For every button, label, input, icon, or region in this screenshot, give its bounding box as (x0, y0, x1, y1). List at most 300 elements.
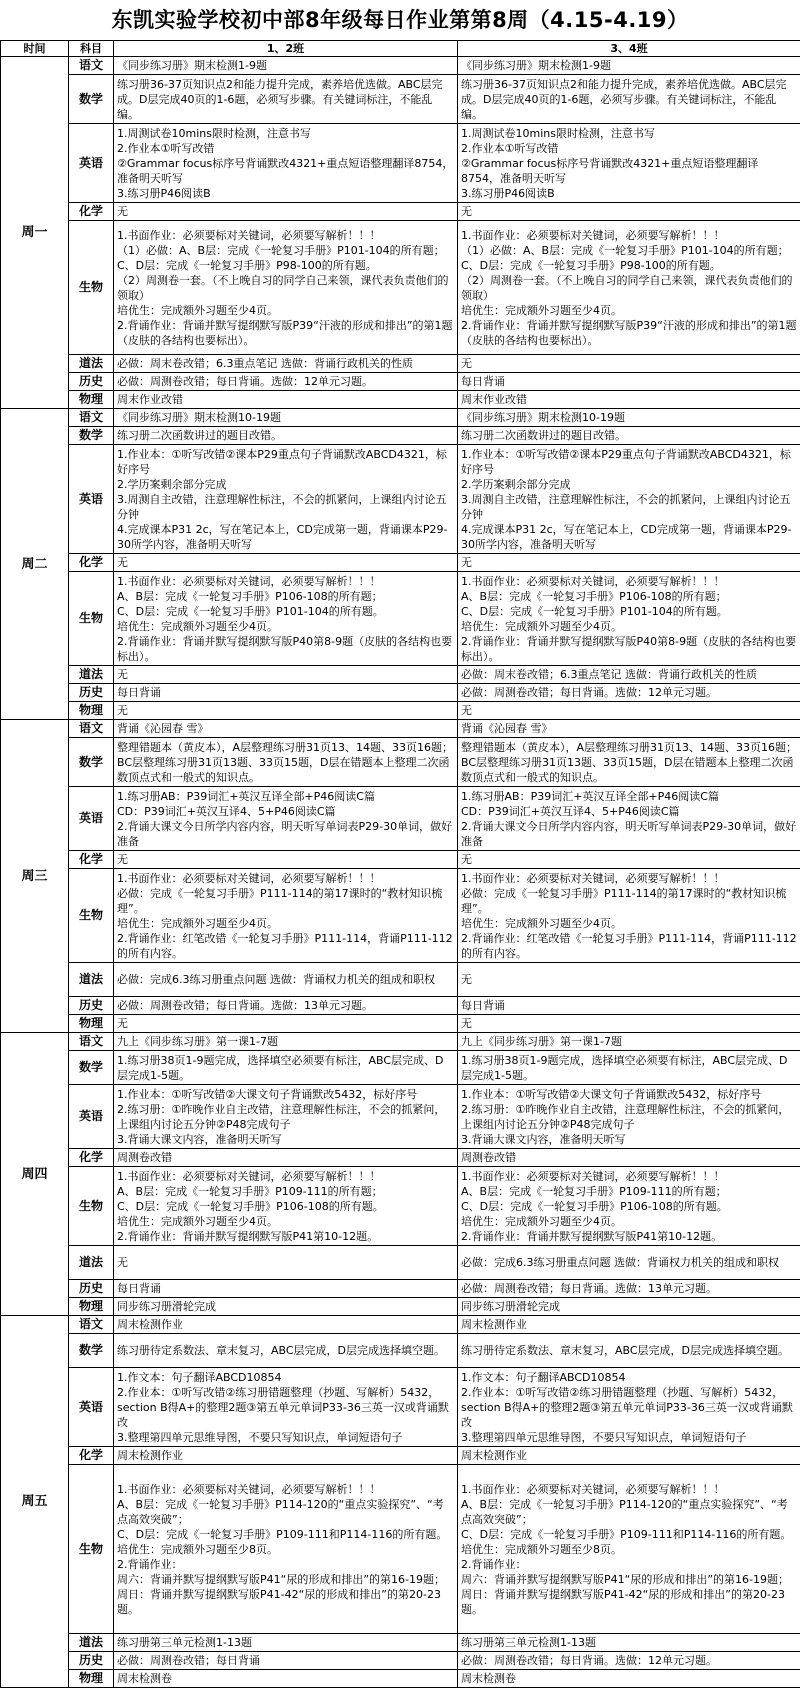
table-row (1, 572, 800, 666)
class-3-4-cell (458, 203, 800, 221)
homework-line: 九上《同步练习册》第一课1-7题 (461, 1034, 797, 1049)
class-3-4-cell (458, 373, 800, 391)
homework-line: ②Grammar focus标序号背诵默改4321+重点短语整理翻译8754，准备明天听写 (117, 156, 454, 186)
class-1-2-cell (114, 1246, 458, 1280)
homework-line: 周末检测作业 (461, 1317, 797, 1332)
homework-line: 背诵《沁园春 雪》 (117, 721, 454, 736)
homework-line: 培优生：完成额外习题至少4页。 (117, 303, 454, 318)
homework-line: 无 (117, 852, 454, 867)
homework-line: 周末检测作业 (117, 1448, 454, 1463)
subject-cell: 生物 (69, 1167, 114, 1246)
class-1-2-cell (114, 391, 458, 409)
homework-line: 必做：完成《一轮复习手册》P111-114的第17课时的“教材知识梳理”。 (117, 886, 454, 916)
homework-line: 无 (461, 852, 797, 867)
class-1-2-cell (114, 851, 458, 869)
homework-line: 必做：周测卷改错；每日背诵。选做：12单元习题。 (461, 685, 797, 700)
table-row (1, 869, 800, 963)
homework-line: 整理错题本（黄皮本），A层整理练习册31页13、14题、33页16题；BC层整理练习册31页13题、33页15题，D层在错题本上整理二次函数顶点式和一般式的知识点。 (117, 740, 454, 785)
table-row (1, 427, 800, 445)
table-row (1, 702, 800, 720)
homework-line: 2.背诵作业：背诵并默写提纲默写版P39“汗液的形成和排出”的第1题（皮肤的各结构也要标出）。 (117, 318, 454, 348)
class-3-4-cell (458, 1085, 800, 1149)
class-1-2-cell (114, 554, 458, 572)
homework-line: 2.作业本①听写改错 (117, 141, 454, 156)
subject-cell: 语文 (69, 720, 114, 738)
subject-cell: 历史 (69, 1280, 114, 1298)
homework-line: 周六：背诵并默写提纲默写版P41“尿的形成和排出”的第16-19题； (461, 1572, 797, 1587)
homework-line: C、D层：完成《一轮复习手册》P98-100的所有题。 (461, 258, 797, 273)
homework-line: 3.背诵大课文内容，准备明天听写 (461, 1132, 797, 1147)
header-row (1, 41, 800, 57)
class-3-4-cell (458, 1280, 800, 1298)
homework-line: 周末检测作业 (117, 1317, 454, 1332)
class-3-4-cell (458, 1652, 800, 1670)
homework-line: 培优生：完成额外习题至少8页。 (461, 1542, 797, 1557)
homework-line: 3.周测自主改错，注意理解性标注，不会的抓紧问，上课组内讨论五分钟 (117, 492, 454, 522)
homework-line: A、B层：完成《一轮复习手册》P106-108的所有题； (461, 589, 797, 604)
homework-line: ②Grammar focus标序号背诵默改4321+重点短语整理翻译8754，准备明天听写 (461, 156, 797, 186)
homework-line: 练习册第三单元检测1-13题 (461, 1635, 797, 1650)
table-row (1, 1085, 800, 1149)
class-3-4-cell (458, 1167, 800, 1246)
class-1-2-cell (114, 427, 458, 445)
homework-line: （1）必做：A、B层：完成《一轮复习手册》P101-104的所有题； (461, 243, 797, 258)
homework-line: 必做：周末卷改错；6.3重点笔记 选做：背诵行政机关的性质 (117, 356, 454, 371)
subject-cell: 历史 (69, 1652, 114, 1670)
table-row (1, 1316, 800, 1334)
table-row (1, 221, 800, 355)
class-1-2-cell (114, 1316, 458, 1334)
homework-line: 培优生：完成额外习题至少4页。 (461, 916, 797, 931)
class-1-2-cell (114, 1085, 458, 1149)
class-1-2-cell (114, 963, 458, 997)
subject-cell: 英语 (69, 1368, 114, 1447)
day-cell: 周三 (1, 720, 69, 1033)
homework-line: 1.作业本：①听写改错②课本P29重点句子背诵默改ABCD4321，标好序号 (117, 447, 454, 477)
class-1-2-cell (114, 684, 458, 702)
table-row (1, 1652, 800, 1670)
subject-cell: 化学 (69, 554, 114, 572)
homework-line: C、D层：完成《一轮复习手册》P106-108的所有题。 (461, 1199, 797, 1214)
table-row (1, 1051, 800, 1085)
class-1-2-cell (114, 1298, 458, 1316)
homework-line: 培优生：完成额外习题至少4页。 (117, 619, 454, 634)
class-1-2-cell (114, 720, 458, 738)
class-1-2-cell (114, 702, 458, 720)
table-row (1, 373, 800, 391)
class-1-2-cell (114, 355, 458, 373)
homework-line: 练习册第三单元检测1-13题 (117, 1635, 454, 1650)
homework-line: 周末作业改错 (461, 392, 797, 407)
homework-line: 整理错题本（黄皮本），A层整理练习册31页13、14题、33页16题；BC层整理练习册31页13题、33页15题，D层在错题本上整理二次函数顶点式和一般式的知识点。 (461, 740, 797, 785)
homework-line: 必做：周测卷改错；每日背诵。选做：13单元习题。 (461, 1281, 797, 1296)
homework-line: 1.书面作业：必须要标对关键词，必须要写解析！！！ (461, 228, 797, 243)
class-3-4-cell (458, 391, 800, 409)
page-title: 东凯实验学校初中部8年级每日作业第第8周（4.15-4.19） (0, 0, 800, 40)
table-row (1, 1334, 800, 1368)
subject-cell: 生物 (69, 869, 114, 963)
class-3-4-cell (458, 702, 800, 720)
subject-cell: 物理 (69, 1015, 114, 1033)
subject-cell: 生物 (69, 221, 114, 355)
class-3-4-cell (458, 1465, 800, 1634)
class-1-2-cell (114, 869, 458, 963)
homework-line: A、B层：完成《一轮复习手册》P114-120的“重点实验探究”、“考点高效突破”； (461, 1497, 797, 1527)
class-1-2-cell (114, 1447, 458, 1465)
homework-line: 必做：周测卷改错；每日背诵 (117, 1653, 454, 1668)
homework-line: 2.背诵作业： (117, 1557, 454, 1572)
homework-line: 1.书面作业：必须要标对关键词，必须要写解析！！！ (461, 574, 797, 589)
class-3-4-cell (458, 124, 800, 203)
day-cell: 周五 (1, 1316, 69, 1688)
header-time: 时间 (1, 41, 69, 57)
subject-cell: 物理 (69, 391, 114, 409)
subject-cell: 道法 (69, 666, 114, 684)
homework-line: 必做：周测卷改错；每日背诵。选做：13单元习题。 (117, 998, 454, 1013)
table-row (1, 1465, 800, 1634)
class-1-2-cell (114, 409, 458, 427)
table-row (1, 1149, 800, 1167)
class-1-2-cell (114, 1280, 458, 1298)
homework-line: 1.练习册38页1-9题完成，选择填空必须要有标注，ABC层完成、D层完成1-5题。 (117, 1053, 454, 1083)
class-3-4-cell (458, 1447, 800, 1465)
subject-cell: 英语 (69, 787, 114, 851)
class-3-4-cell (458, 684, 800, 702)
homework-line: 2.背诵作业：背诵并默写提纲默写版P39“汗液的形成和排出”的第1题（皮肤的各结构也要标出）。 (461, 318, 797, 348)
class-3-4-cell (458, 666, 800, 684)
homework-line: （2）周测卷一套。（不上晚自习的同学自己来领，课代表负责他们的领取） (117, 273, 454, 303)
homework-line: 同步练习册滑轮完成 (461, 1299, 797, 1314)
subject-cell: 道法 (69, 963, 114, 997)
homework-line: 3.背诵大课文内容，准备明天听写 (117, 1132, 454, 1147)
homework-line: 必做：完成6.3练习册重点问题 选做：背诵权力机关的组成和职权 (117, 972, 454, 987)
homework-line: 必做：周测卷改错；每日背诵。选做：12单元习题。 (461, 1653, 797, 1668)
subject-cell: 英语 (69, 124, 114, 203)
homework-line: 1.书面作业：必须要标对关键词，必须要写解析！！！ (117, 228, 454, 243)
table-row (1, 684, 800, 702)
class-3-4-cell (458, 963, 800, 997)
homework-line: 周末作业改错 (117, 392, 454, 407)
homework-line: 培优生：完成额外习题至少4页。 (461, 303, 797, 318)
homework-line: 2.背诵作业：红笔改错《一轮复习手册》P111-114，背诵P111-112的所有内容。 (461, 931, 797, 961)
homework-line: 2.学历案剩余部分完成 (117, 477, 454, 492)
homework-line: 周末检测作业 (461, 1448, 797, 1463)
class-1-2-cell (114, 572, 458, 666)
homework-line: 培优生：完成额外习题至少8页。 (117, 1542, 454, 1557)
homework-line: 无 (117, 667, 454, 682)
subject-cell: 道法 (69, 355, 114, 373)
class-1-2-cell (114, 1634, 458, 1652)
subject-cell: 数学 (69, 738, 114, 787)
subject-cell: 物理 (69, 1298, 114, 1316)
homework-line: 《同步练习册》期末检测1-9题 (117, 58, 454, 73)
homework-line: 1.作文本：句子翻译ABCD10854 (117, 1370, 454, 1385)
homework-line: 1.书面作业：必须要标对关键词，必须要写解析！！！ (117, 574, 454, 589)
homework-line: （1）必做：A、B层：完成《一轮复习手册》P101-104的所有题； (117, 243, 454, 258)
subject-cell: 语文 (69, 409, 114, 427)
table-row (1, 963, 800, 997)
homework-line: 九上《同步练习册》第一课1-7题 (117, 1034, 454, 1049)
class-3-4-cell (458, 720, 800, 738)
homework-line: 1.书面作业：必须要标对关键词，必须要写解析！！！ (117, 1482, 454, 1497)
class-1-2-cell (114, 445, 458, 554)
homework-line: 2.作业本：①听写改错②练习册错题整理（抄题、写解析）5432，section B得A+的整理2题③第五单元单词P33-36三英一汉或背诵默改 (117, 1385, 454, 1430)
homework-line: 周末检测卷 (461, 1671, 797, 1686)
day-cell: 周二 (1, 409, 69, 720)
table-row (1, 203, 800, 221)
class-1-2-cell (114, 666, 458, 684)
homework-line: 练习册36-37页知识点2和能力提升完成，素养培优选做。ABC层完成。D层完成40页的1-6题，必须写步骤。有关键词标注，不能乱编。 (117, 77, 454, 122)
subject-cell: 语文 (69, 1316, 114, 1334)
homework-line: 《同步练习册》期末检测10-19题 (117, 410, 454, 425)
homework-line: 1.作文本：句子翻译ABCD10854 (461, 1370, 797, 1385)
homework-line: C、D层：完成《一轮复习手册》P101-104的所有题。 (117, 604, 454, 619)
subject-cell: 物理 (69, 1670, 114, 1688)
homework-line: 2.背诵作业：背诵并默写提纲默写版P41第10-12题。 (461, 1229, 797, 1244)
homework-line: 3.整理第四单元思维导图，不要只写知识点，单词短语句子 (461, 1430, 797, 1445)
homework-line: 无 (117, 703, 454, 718)
subject-cell: 化学 (69, 203, 114, 221)
class-3-4-cell (458, 869, 800, 963)
subject-cell: 数学 (69, 75, 114, 124)
class-3-4-cell (458, 1316, 800, 1334)
class-1-2-cell (114, 1670, 458, 1688)
subject-cell: 化学 (69, 1149, 114, 1167)
homework-line: 《同步练习册》期末检测1-9题 (461, 58, 797, 73)
homework-line: C、D层：完成《一轮复习手册》P109-111和P114-116的所有题。 (117, 1527, 454, 1542)
subject-cell: 化学 (69, 851, 114, 869)
class-1-2-cell (114, 1015, 458, 1033)
class-1-2-cell (114, 75, 458, 124)
homework-line: 3.练习册P46阅读B (461, 186, 797, 201)
homework-line: 2.背诵作业：背诵并默写提纲默写版P41第10-12题。 (117, 1229, 454, 1244)
homework-body (1, 57, 800, 1688)
homework-line: 周末检测卷 (117, 1671, 454, 1686)
homework-line: 1.作业本：①听写改错②大课文句子背诵默改5432，标好序号 (461, 1087, 797, 1102)
table-row (1, 997, 800, 1015)
homework-line: 无 (461, 204, 797, 219)
class-3-4-cell (458, 1368, 800, 1447)
class-3-4-cell (458, 355, 800, 373)
class-3-4-cell (458, 738, 800, 787)
homework-line: 1.练习册38页1-9题完成，选择填空必须要有标注，ABC层完成、D层完成1-5题。 (461, 1053, 797, 1083)
table-row (1, 1298, 800, 1316)
subject-cell: 生物 (69, 1465, 114, 1634)
subject-cell: 化学 (69, 1447, 114, 1465)
class-1-2-cell (114, 1652, 458, 1670)
class-1-2-cell (114, 373, 458, 391)
class-1-2-cell (114, 1465, 458, 1634)
class-1-2-cell (114, 221, 458, 355)
homework-line: 1.书面作业：必须要标对关键词，必须要写解析！！！ (117, 1169, 454, 1184)
class-3-4-cell (458, 427, 800, 445)
homework-line: 3.练习册P46阅读B (117, 186, 454, 201)
class-1-2-cell (114, 1033, 458, 1051)
homework-line: 每日背诵 (117, 685, 454, 700)
header-subject: 科目 (69, 41, 114, 57)
class-3-4-cell (458, 409, 800, 427)
table-row (1, 75, 800, 124)
class-1-2-cell (114, 1051, 458, 1085)
class-3-4-cell (458, 75, 800, 124)
homework-line: 无 (117, 1255, 454, 1270)
subject-cell: 历史 (69, 684, 114, 702)
homework-line: 2.背诵大课文今日所学内容内容，明天听写单词表P29-30单词，做好准备 (117, 819, 454, 849)
subject-cell: 语文 (69, 1033, 114, 1051)
homework-line: 培优生：完成额外习题至少4页。 (117, 1214, 454, 1229)
table-row (1, 1447, 800, 1465)
homework-line: 每日背诵 (117, 1281, 454, 1296)
homework-line: 培优生：完成额外习题至少4页。 (461, 619, 797, 634)
table-row (1, 355, 800, 373)
class-3-4-cell (458, 1149, 800, 1167)
class-3-4-cell (458, 997, 800, 1015)
subject-cell: 历史 (69, 997, 114, 1015)
homework-line: 2.背诵作业： (461, 1557, 797, 1572)
homework-line: 必做：周测卷改错；每日背诵。选做：12单元习题。 (117, 374, 454, 389)
homework-line: C、D层：完成《一轮复习手册》P109-111和P114-116的所有题。 (461, 1527, 797, 1542)
homework-line: 背诵《沁园春 雪》 (461, 721, 797, 736)
table-row (1, 787, 800, 851)
homework-line: 周测卷改错 (461, 1150, 797, 1165)
class-1-2-cell (114, 124, 458, 203)
homework-line: 必做：完成6.3练习册重点问题 选做：背诵权力机关的组成和职权 (461, 1255, 797, 1270)
homework-line: 1.作业本：①听写改错②课本P29重点句子背诵默改ABCD4321，标好序号 (461, 447, 797, 477)
homework-line: CD：P39词汇+英汉互译4、5+P46阅读C篇 (461, 804, 797, 819)
class-1-2-cell (114, 1149, 458, 1167)
table-row (1, 445, 800, 554)
homework-line: 1.作业本：①听写改错②大课文句子背诵默改5432，标好序号 (117, 1087, 454, 1102)
table-row (1, 1368, 800, 1447)
homework-line: C、D层：完成《一轮复习手册》P98-100的所有题。 (117, 258, 454, 273)
class-3-4-cell (458, 1334, 800, 1368)
subject-cell: 历史 (69, 373, 114, 391)
table-row (1, 720, 800, 738)
class-3-4-cell (458, 57, 800, 75)
header-class-3-4: 3、4班 (458, 41, 800, 57)
homework-line: 1.练习册AB：P39词汇+英汉互译全部+P46阅读C篇 (117, 789, 454, 804)
homework-line: 3.整理第四单元思维导图，不要只写知识点，单词短语句子 (117, 1430, 454, 1445)
homework-line: 周测卷改错 (117, 1150, 454, 1165)
table-row (1, 1167, 800, 1246)
table-row (1, 851, 800, 869)
table-row (1, 57, 800, 75)
homework-line: 无 (461, 356, 797, 371)
homework-line: 1.周测试卷10mins限时检测，注意书写 (117, 126, 454, 141)
class-3-4-cell (458, 554, 800, 572)
class-3-4-cell (458, 1670, 800, 1688)
homework-line: 2.背诵作业：红笔改错《一轮复习手册》P111-114，背诵P111-112的所有内容。 (117, 931, 454, 961)
homework-line: 周六：背诵并默写提纲默写版P41“尿的形成和排出”的第16-19题； (117, 1572, 454, 1587)
homework-line: 《同步练习册》期末检测10-19题 (461, 410, 797, 425)
table-row (1, 554, 800, 572)
homework-line: 1.书面作业：必须要标对关键词，必须要写解析！！！ (117, 871, 454, 886)
class-3-4-cell (458, 787, 800, 851)
homework-table (0, 40, 800, 1688)
class-3-4-cell (458, 1051, 800, 1085)
homework-line: 3.周测自主改错，注意理解性标注，不会的抓紧问，上课组内讨论五分钟 (461, 492, 797, 522)
subject-cell: 数学 (69, 1051, 114, 1085)
class-3-4-cell (458, 1033, 800, 1051)
day-cell: 周四 (1, 1033, 69, 1316)
class-1-2-cell (114, 738, 458, 787)
subject-cell: 语文 (69, 57, 114, 75)
homework-line: 1.周测试卷10mins限时检测，注意书写 (461, 126, 797, 141)
homework-line: 4.完成课本P31 2c，写在笔记本上，CD完成第一题，背诵课本P29-30所学内容，准备明天听写 (117, 522, 454, 552)
homework-line: 2.学历案剩余部分完成 (461, 477, 797, 492)
table-row (1, 391, 800, 409)
subject-cell: 数学 (69, 1334, 114, 1368)
homework-line: A、B层：完成《一轮复习手册》P109-111的所有题； (117, 1184, 454, 1199)
day-cell: 周一 (1, 57, 69, 409)
table-row (1, 738, 800, 787)
homework-line: 2.背诵作业：背诵并默写提纲默写版P40第8-9题（皮肤的各结构也要标出）。 (117, 634, 454, 664)
homework-line: 练习册36-37页知识点2和能力提升完成，素养培优选做。ABC层完成。D层完成40页的1-6题，必须写步骤。有关键词标注，不能乱编。 (461, 77, 797, 122)
table-row (1, 1280, 800, 1298)
class-3-4-cell (458, 1298, 800, 1316)
homework-line: 同步练习册滑轮完成 (117, 1299, 454, 1314)
class-1-2-cell (114, 787, 458, 851)
homework-line: 无 (117, 555, 454, 570)
homework-line: A、B层：完成《一轮复习手册》P109-111的所有题； (461, 1184, 797, 1199)
class-3-4-cell (458, 851, 800, 869)
homework-line: 2.练习册：①昨晚作业自主改错，注意理解性标注，不会的抓紧问，上课组内讨论五分钟②P48完成句子 (461, 1102, 797, 1132)
class-3-4-cell (458, 445, 800, 554)
subject-cell: 生物 (69, 572, 114, 666)
homework-line: 4.完成课本P31 2c，写在笔记本上，CD完成第一题，背诵课本P29-30所学内容，准备明天听写 (461, 522, 797, 552)
homework-line: 1.书面作业：必须要标对关键词，必须要写解析！！！ (461, 1169, 797, 1184)
header-class-1-2: 1、2班 (114, 41, 458, 57)
homework-line: 周日：背诵并默写提纲默写版P41-42“尿的形成和排出”的第20-23题。 (117, 1587, 454, 1617)
class-1-2-cell (114, 1368, 458, 1447)
class-3-4-cell (458, 1246, 800, 1280)
class-3-4-cell (458, 1015, 800, 1033)
class-3-4-cell (458, 221, 800, 355)
homework-line: A、B层：完成《一轮复习手册》P106-108的所有题； (117, 589, 454, 604)
homework-line: C、D层：完成《一轮复习手册》P106-108的所有题。 (117, 1199, 454, 1214)
homework-line: 2.作业本：①听写改错②练习册错题整理（抄题、写解析）5432，section B得A+的整理2题③第五单元单词P33-36三英一汉或背诵默改 (461, 1385, 797, 1430)
class-1-2-cell (114, 997, 458, 1015)
table-row (1, 1670, 800, 1688)
homework-line: 练习册二次函数讲过的题目改错。 (117, 428, 454, 443)
class-1-2-cell (114, 1334, 458, 1368)
table-row (1, 1015, 800, 1033)
table-row (1, 666, 800, 684)
homework-line: 无 (461, 555, 797, 570)
homework-line: 1.书面作业：必须要标对关键词，必须要写解析！！！ (461, 871, 797, 886)
homework-line: 无 (461, 1016, 797, 1031)
table-row (1, 1033, 800, 1051)
homework-line: 2.作业本①听写改错 (461, 141, 797, 156)
subject-cell: 数学 (69, 427, 114, 445)
subject-cell: 道法 (69, 1246, 114, 1280)
homework-line: 每日背诵 (461, 374, 797, 389)
class-1-2-cell (114, 1167, 458, 1246)
homework-line: 无 (461, 972, 797, 987)
homework-line: 无 (117, 204, 454, 219)
homework-line: 练习册待定系数法、章末复习，ABC层完成，D层完成选择填空题。 (461, 1343, 797, 1358)
homework-line: 每日背诵 (461, 998, 797, 1013)
homework-line: 周日：背诵并默写提纲默写版P41-42“尿的形成和排出”的第20-23题。 (461, 1587, 797, 1617)
subject-cell: 英语 (69, 445, 114, 554)
homework-line: 必做：完成《一轮复习手册》P111-114的第17课时的“教材知识梳理”。 (461, 886, 797, 916)
homework-line: （2）周测卷一套。（不上晚自习的同学自己来领，课代表负责他们的领取） (461, 273, 797, 303)
class-3-4-cell (458, 1634, 800, 1652)
subject-cell: 物理 (69, 702, 114, 720)
homework-line: 2.练习册：①昨晚作业自主改错，注意理解性标注，不会的抓紧问，上课组内讨论五分钟②P48完成句子 (117, 1102, 454, 1132)
homework-line: A、B层：完成《一轮复习手册》P114-120的“重点实验探究”、“考点高效突破”； (117, 1497, 454, 1527)
subject-cell: 道法 (69, 1634, 114, 1652)
